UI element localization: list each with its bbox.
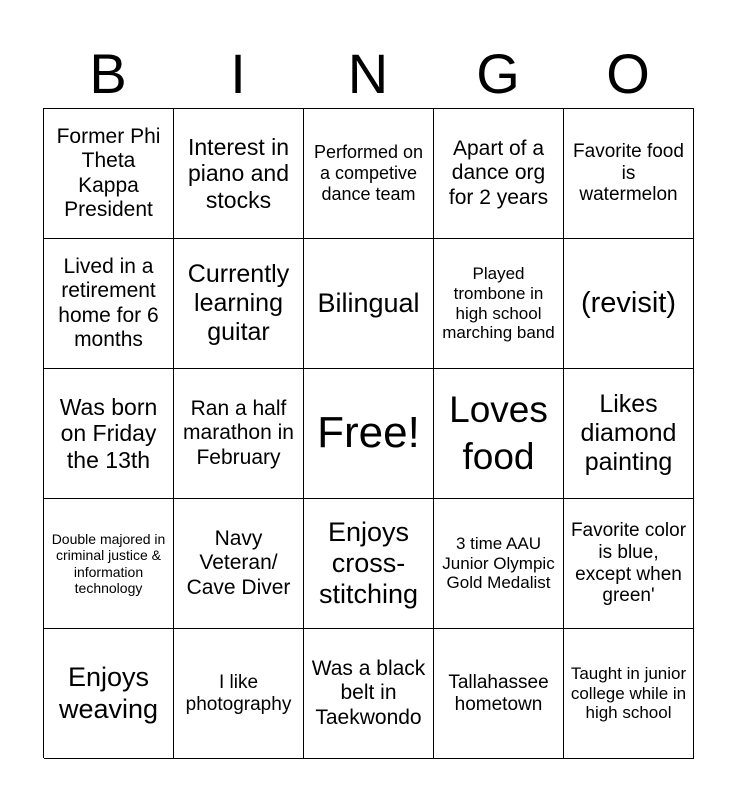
bingo-cell[interactable]: Currently learning guitar <box>174 239 304 369</box>
bingo-cell[interactable]: Lived in a retirement home for 6 months <box>44 239 174 369</box>
bingo-cell[interactable]: (revisit) <box>564 239 694 369</box>
bingo-cell[interactable]: Apart of a dance org for 2 years <box>434 109 564 239</box>
bingo-grid <box>43 108 694 758</box>
bingo-cell[interactable]: Double majored in criminal justice & information technology <box>44 499 174 629</box>
header-letter-b: B <box>89 42 127 105</box>
bingo-cell[interactable]: Former Phi Theta Kappa President <box>44 109 174 239</box>
bingo-cell[interactable]: Enjoys weaving <box>44 629 174 759</box>
bingo-cell[interactable]: Likes diamond painting <box>564 369 694 499</box>
bingo-cell[interactable]: Navy Veteran/ Cave Diver <box>174 499 304 629</box>
bingo-cell[interactable]: Tallahassee hometown <box>434 629 564 759</box>
header-letter-i: I <box>230 42 246 105</box>
bingo-cell[interactable]: Played trombone in high school marching band <box>434 239 564 369</box>
bingo-cell[interactable]: Enjoys cross-stitching <box>304 499 434 629</box>
bingo-cell[interactable]: Loves food <box>434 369 564 499</box>
header-letter-n: N <box>347 42 389 105</box>
bingo-cell[interactable]: Bilingual <box>304 239 434 369</box>
bingo-cell[interactable]: Ran a half marathon in February <box>174 369 304 499</box>
bingo-cell[interactable]: Favorite food is watermelon <box>564 109 694 239</box>
bingo-cell[interactable]: 3 time AAU Junior Olympic Gold Medalist <box>434 499 564 629</box>
bingo-header <box>43 40 693 108</box>
header-letter-o: O <box>606 42 650 105</box>
bingo-cell[interactable]: I like photography <box>174 629 304 759</box>
header-letter-g: G <box>476 42 520 105</box>
bingo-cell[interactable]: Was born on Friday the 13th <box>44 369 174 499</box>
bingo-cell[interactable]: Performed on a competive dance team <box>304 109 434 239</box>
bingo-cell[interactable]: Favorite color is blue, except when green' <box>564 499 694 629</box>
bingo-cell[interactable]: Was a black belt in Taekwondo <box>304 629 434 759</box>
bingo-cell[interactable]: Interest in piano and stocks <box>174 109 304 239</box>
bingo-cell[interactable]: Taught in junior college while in high school <box>564 629 694 759</box>
free-space-cell[interactable]: Free! <box>304 369 434 499</box>
